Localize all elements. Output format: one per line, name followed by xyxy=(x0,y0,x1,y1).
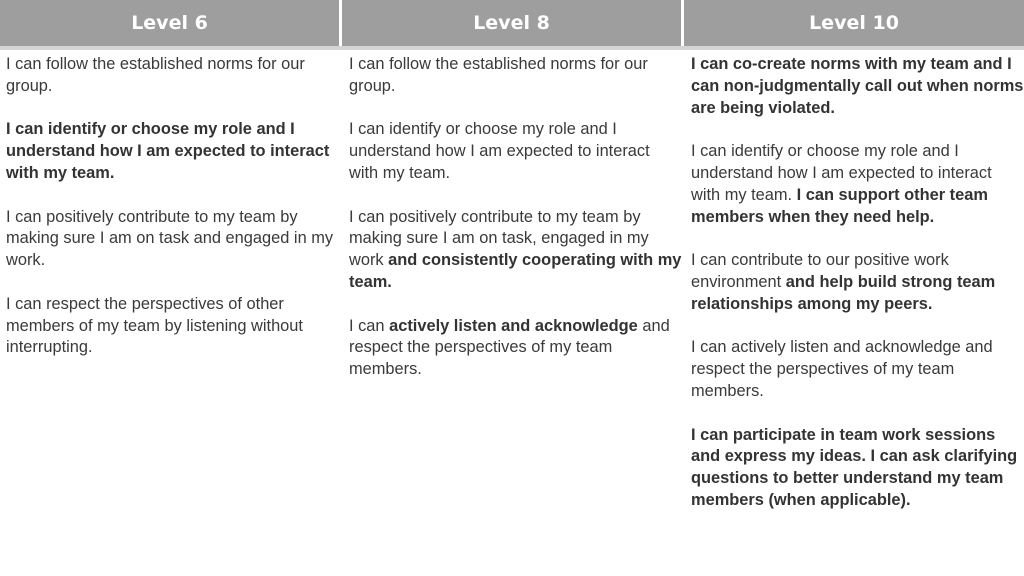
header-level-10: Level 10 xyxy=(681,0,1024,46)
level-6-contribute xyxy=(6,207,338,272)
level-8-contribute-text: I can positively contribute to my team by making sure I am on task, engaged in my work xyxy=(349,207,649,270)
level-10-environment-bold: and help build strong team relationships among my peers. xyxy=(691,272,996,313)
level-8-listen-bold: actively listen and acknowledge xyxy=(389,316,638,335)
level-8-norms-text: I can follow the established norms for our group. xyxy=(349,55,648,95)
level-6-respect xyxy=(6,294,338,359)
level-10-column xyxy=(691,54,1024,534)
level-10-environment xyxy=(691,250,1024,315)
level-8-contribute xyxy=(349,207,683,294)
level-10-environment-text: I can contribute to our positive work environment xyxy=(691,251,949,291)
level-6-column xyxy=(6,54,338,381)
level-8-role-text: I can identify or choose my role and I understand how I am expected to interact with my team. xyxy=(349,120,650,182)
level-10-role-text: I can identify or choose my role and I understand how I am expected to interact with my team. xyxy=(691,142,992,204)
level-6-role xyxy=(6,119,338,184)
level-8-norms xyxy=(349,54,683,98)
level-8-listen xyxy=(349,316,683,381)
level-8-listen-text-a: I can xyxy=(349,316,390,335)
level-6-role-text: I can identify or choose my role and I understand how I am expected to interact with my team. xyxy=(6,120,330,182)
level-6-norms xyxy=(6,54,338,98)
level-10-listen-text: I can actively listen and acknowledge and respect the perspectives of my team members. xyxy=(691,338,993,400)
header-level-8: Level 8 xyxy=(339,0,681,46)
level-10-role xyxy=(691,141,1024,228)
header-level-6: Level 6 xyxy=(0,0,339,46)
level-10-norms-text: I can co-create norms with my team and I can non-judgmentally call out when norms are being violated. xyxy=(691,55,1024,117)
header-divider xyxy=(0,46,1024,50)
level-6-norms-text: I can follow the established norms for our group. xyxy=(6,55,305,95)
level-8-contribute-bold: and consistently cooperating with my team. xyxy=(349,251,682,291)
level-10-role-bold: I can support other team members when they need help. xyxy=(691,185,988,226)
header-row xyxy=(0,0,1024,46)
level-6-contribute-text: I can positively contribute to my team by making sure I am on task and engaged in my work. xyxy=(6,207,334,270)
level-10-participate xyxy=(691,425,1024,512)
level-10-norms xyxy=(691,54,1024,119)
level-6-respect-text: I can respect the perspectives of other members of my team by listening without interrupting. xyxy=(6,294,303,357)
level-8-role xyxy=(349,119,683,184)
level-10-listen xyxy=(691,337,1024,402)
level-8-column xyxy=(349,54,683,403)
level-8-listen-text-c: and respect the perspectives of my team members. xyxy=(349,316,670,379)
level-10-participate-text: I can participate in team work sessions and express my ideas. I can ask clarifying questions to better understand my team members (when applicable). xyxy=(691,425,1018,509)
